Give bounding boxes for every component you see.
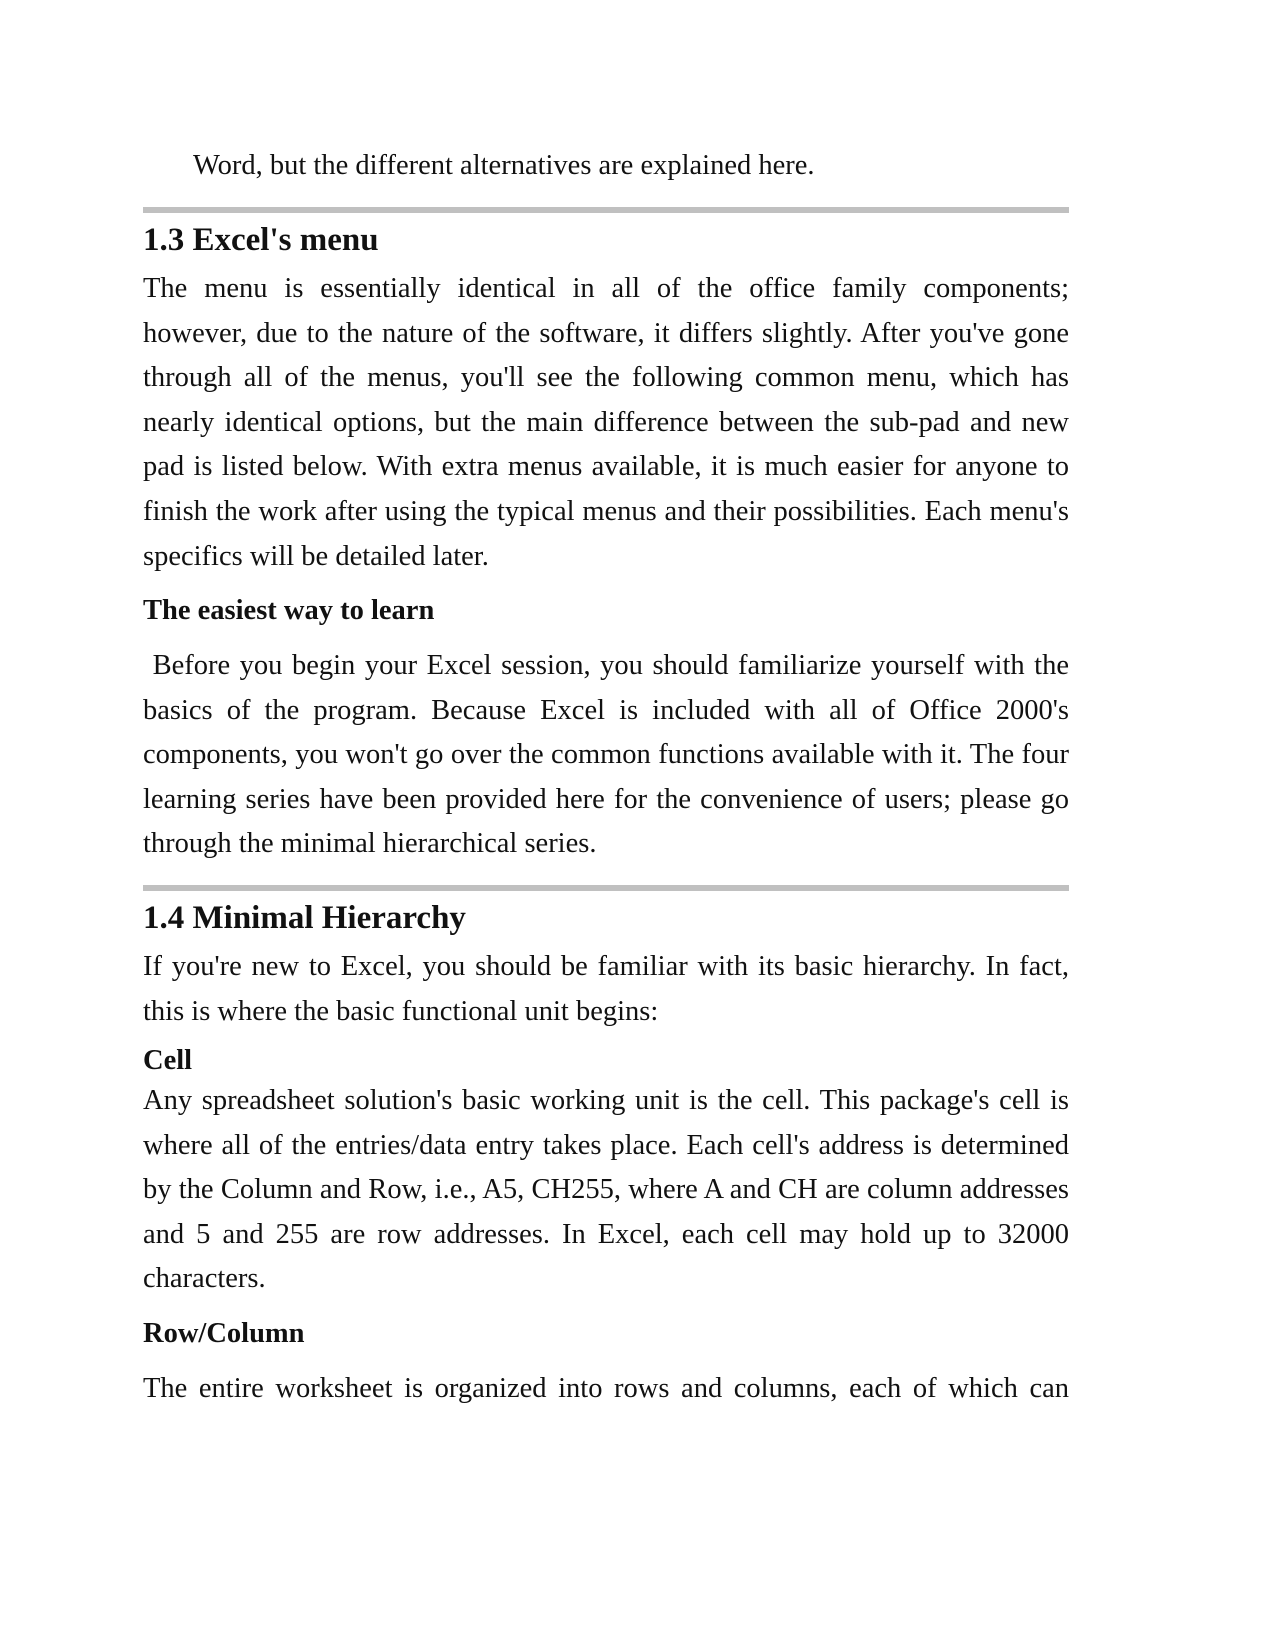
paragraph-row-column	[143, 1367, 1069, 1412]
subheading-easiest-way-to-learn: The easiest way to learn	[143, 595, 435, 626]
paragraph-cell	[143, 1079, 1069, 1302]
paragraph-easiest-way-to-learn	[143, 644, 1077, 867]
paragraph-text: The entire worksheet is organized into rows and columns, each of which can	[143, 1373, 1069, 1404]
paragraph-text: The menu is essentially identical in all of the office family components; however, due to the nature of the software, it differs slightly. After you've gone through all of the menus, you'll see the following common menu, which has nearly identical options, but the main difference between the sub-pad and new pad is listed below. With extra menus available, it is much easier for anyone to finish the work after using the typical menus and their possibilities. Each menu's specifics will be detailed later.	[143, 273, 1069, 572]
subheading-row-column: Row/Column	[143, 1318, 305, 1349]
paragraph-text: If you're new to Excel, you should be familiar with its basic hierarchy. In fact, this is where the basic functional unit begins:	[143, 951, 1069, 1027]
section-divider	[143, 207, 1069, 213]
paragraph-text: Before you begin your Excel session, you should familiarize yourself with the basics of the program. Because Excel is included with all of Office 2000's components, you won't go over the common functions available with it. The four learning series have been provided here for the convenience of users; please go through the minimal hierarchical series.	[143, 650, 1077, 860]
section-paragraph-excels-menu	[143, 267, 1069, 579]
section-divider	[143, 885, 1069, 891]
paragraph-text: Any spreadsheet solution's basic working unit is the cell. This package's cell is where all of the entries/data entry takes place. Each cell's address is determined by the Column and Row, i.e., A5, CH255, where A and CH are column addresses and 5 and 255 are row addresses. In Excel, each cell may hold up to 32000 characters.	[143, 1085, 1069, 1295]
lead-in-text: Word, but the different alternatives are explained here.	[193, 150, 815, 181]
section-heading-minimal-hierarchy: 1.4 Minimal Hierarchy	[143, 900, 466, 936]
subheading-cell: Cell	[143, 1045, 193, 1076]
section-heading-excels-menu: 1.3 Excel's menu	[143, 222, 379, 258]
section-paragraph-minimal-hierarchy	[143, 945, 1069, 1034]
